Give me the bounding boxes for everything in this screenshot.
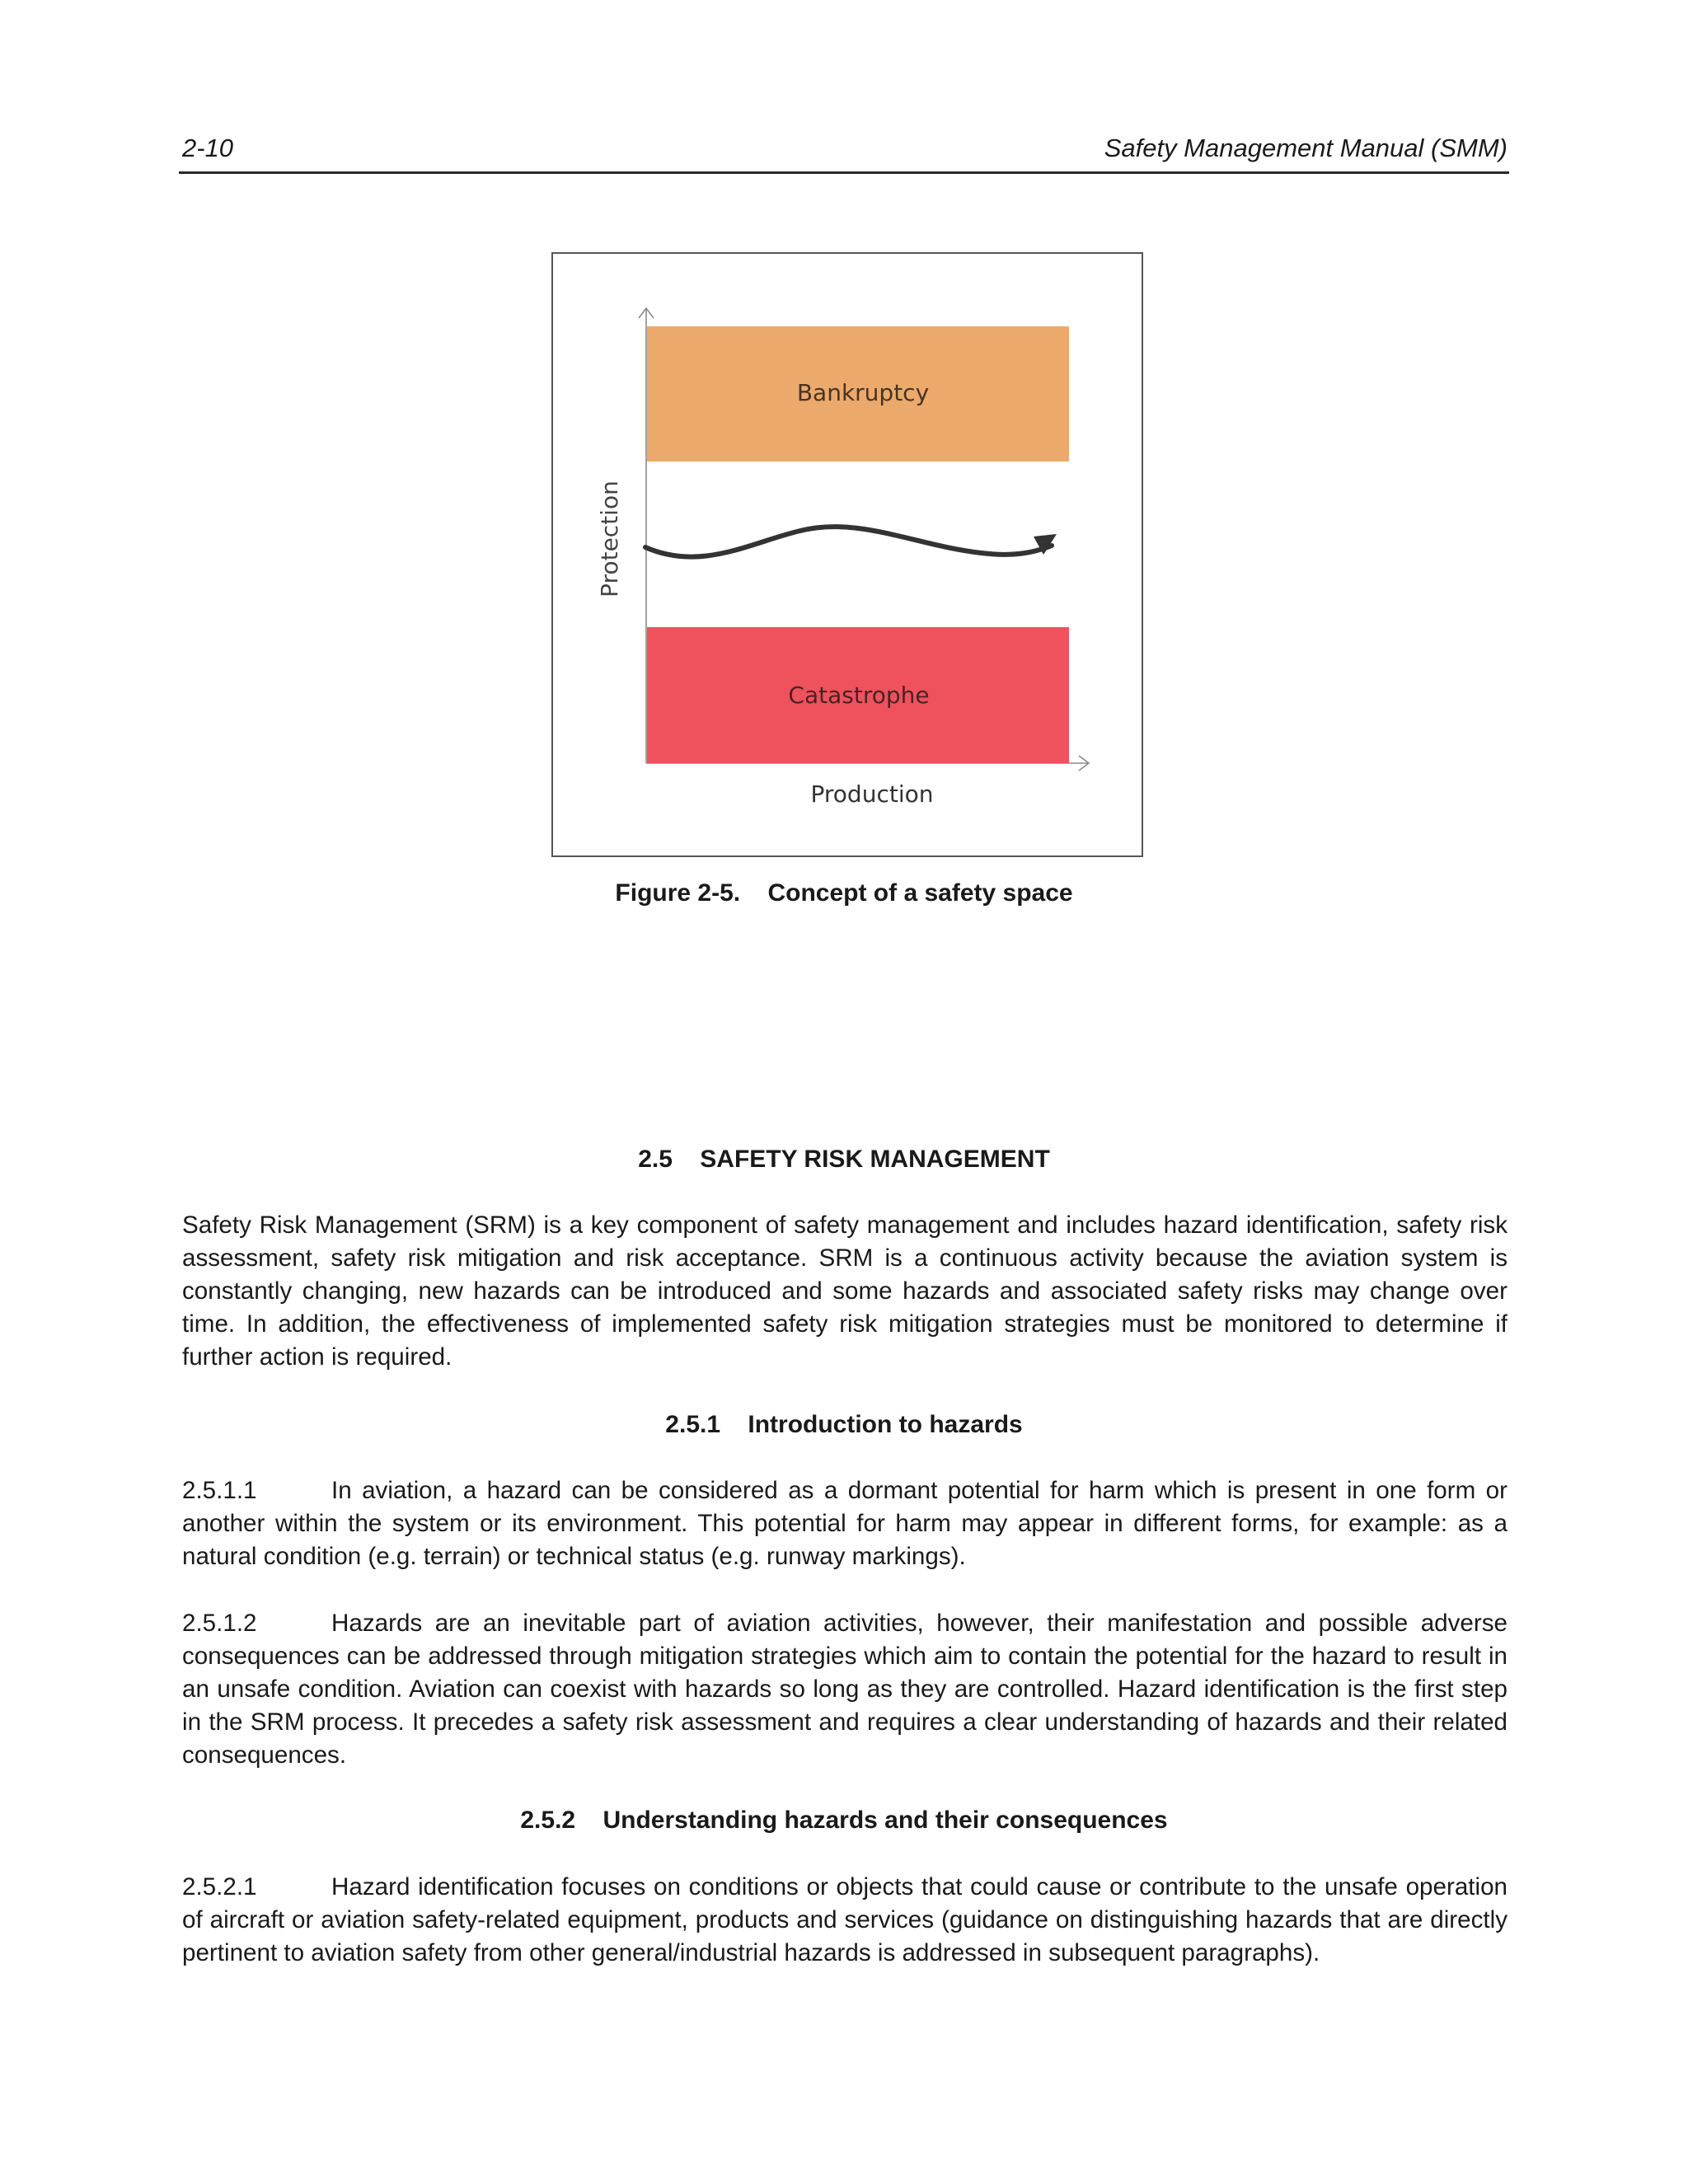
- section-title: SAFETY RISK MANAGEMENT: [700, 1146, 1050, 1173]
- page-number: 2-10: [182, 134, 234, 162]
- running-header: [179, 130, 1509, 174]
- paragraph-text: Hazards are an inevitable part of aviation activities, however, their manifestation and possible adverse consequences can be addressed through mitigation strategies which aim to contain the potential for the hazard to result in an unsafe condition. Aviation can coexist with hazards so long as they are controlled. Hazard identification is the first step in the SRM process. It precedes a safety risk assessment and requires a clear understanding of hazards and their related consequences.: [182, 1610, 1507, 1769]
- paragraph-2-5-1-2: [182, 1607, 1507, 1772]
- paragraph-number: 2.5.1.1: [182, 1477, 257, 1504]
- subsection-title: Introduction to hazards: [748, 1411, 1023, 1438]
- subsection-heading-hazards-intro: [0, 1411, 1688, 1439]
- safety-space-figure: [551, 252, 1143, 857]
- paragraph-text: Hazard identification focuses on conditions or objects that could cause or contribute to the unsafe operation of aircraft or aviation safety-related equipment, products and services (guidance on distinguishing hazards that are directly pertinent to aviation safety from other general/industrial hazards is addressed in subsequent paragraphs).: [182, 1873, 1507, 1966]
- catastrophe-label: Catastrophe: [788, 682, 930, 709]
- figure-number: Figure 2-5.: [615, 879, 741, 907]
- section-heading: [0, 1146, 1688, 1174]
- production-axis-label: Production: [810, 780, 934, 808]
- section-intro-paragraph: Safety Risk Management (SRM) is a key component of safety management and includes hazard identification, safety risk assessment, safety risk mitigation and risk acceptance. SRM is a continuous activity because the aviation system is constantly changing, new hazards can be introduced and some hazards and associated safety risks may change over time. In addition, the effectiveness of implemented safety risk mitigation strategies must be monitored to determine if further action is required.: [182, 1212, 1507, 1371]
- bankruptcy-label: Bankruptcy: [796, 379, 930, 406]
- paragraph-number: 2.5.2.1: [182, 1873, 257, 1900]
- figure-title: Concept of a safety space: [767, 879, 1073, 907]
- subsection-number: 2.5.2: [520, 1807, 576, 1834]
- figure-caption: [0, 879, 1688, 907]
- subsection-heading-hazard-consequences: [0, 1807, 1688, 1835]
- paragraph-2-5-2-1: [182, 1871, 1507, 1970]
- paragraph-2-5-1-1: [182, 1474, 1507, 1573]
- manual-title: Safety Management Manual (SMM): [1104, 134, 1507, 162]
- section-number: 2.5: [638, 1146, 673, 1173]
- safety-space-diagram: [553, 254, 1142, 855]
- subsection-title: Understanding hazards and their consequences: [603, 1807, 1168, 1834]
- paragraph-text: In aviation, a hazard can be considered as a dormant potential for harm which is present in one form or another within the system or its environment. This potential for harm may appear in different forms, for example: as a natural condition (e.g. terrain) or technical status (e.g. runway markings).: [182, 1477, 1507, 1570]
- paragraph-number: 2.5.1.2: [182, 1610, 257, 1637]
- protection-axis-label: Protection: [596, 480, 623, 598]
- subsection-number: 2.5.1: [665, 1411, 721, 1438]
- safety-space-path: [645, 527, 1052, 557]
